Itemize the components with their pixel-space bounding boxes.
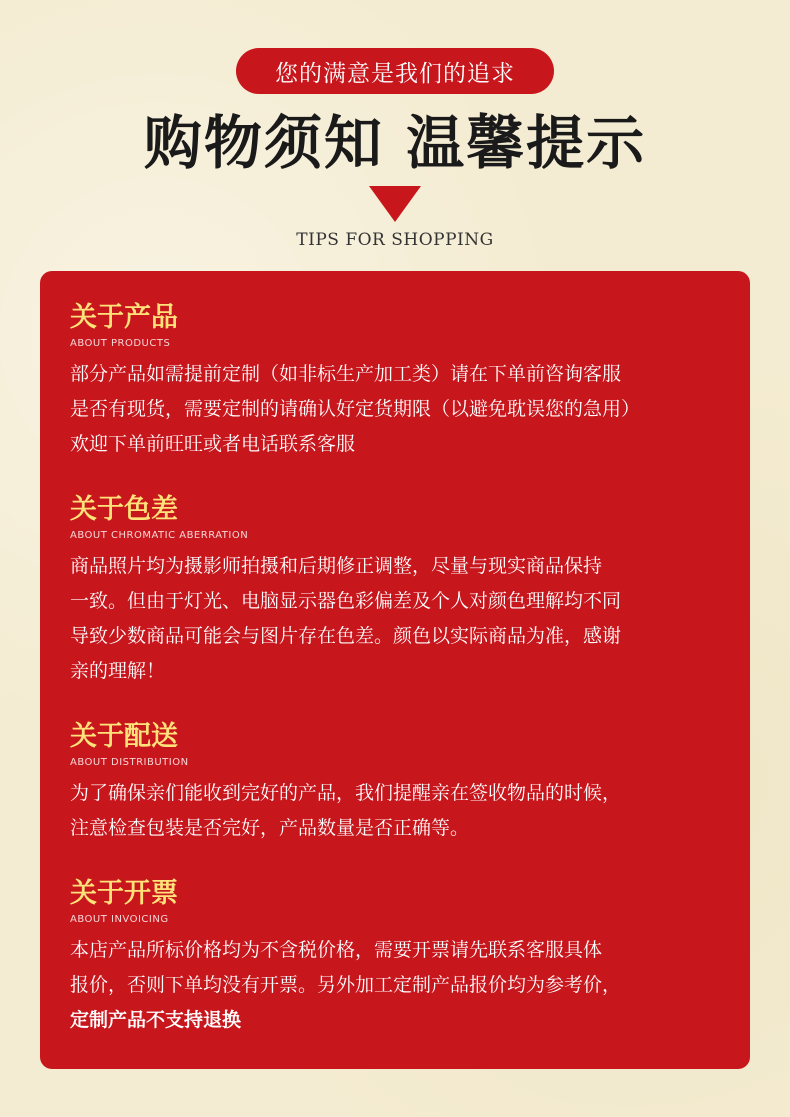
- tips-card: [40, 271, 750, 1069]
- body-line: 亲的理解！: [70, 660, 166, 682]
- no-return-notice: 定制产品不支持退换: [70, 1009, 242, 1031]
- body-line: 注意检查包装是否完好，产品数量是否正确等。: [70, 817, 470, 839]
- section-products: [70, 301, 730, 462]
- section-subtitle: ABOUT CHROMATIC ABERRATION: [70, 530, 249, 541]
- down-triangle-icon: [369, 186, 421, 222]
- section-title: 关于产品: [70, 302, 178, 333]
- section-subtitle: ABOUT DISTRIBUTION: [70, 757, 189, 768]
- section-body: [70, 357, 730, 462]
- section-body: [70, 933, 730, 1038]
- body-line: 报价，否则下单均没有开票。另外加工定制产品报价均为参考价，: [70, 974, 622, 996]
- section-subtitle: ABOUT INVOICING: [70, 914, 169, 925]
- section-distribution: [70, 720, 730, 846]
- slogan-badge: [236, 48, 554, 94]
- body-line: 部分产品如需提前定制（如非标生产加工类）请在下单前咨询客服: [70, 363, 622, 385]
- body-line: 欢迎下单前旺旺或者电话联系客服: [70, 433, 356, 455]
- page-title: 购物须知 温馨提示: [143, 109, 647, 177]
- section-body: [70, 776, 730, 846]
- page-subtitle: TIPS FOR SHOPPING: [296, 230, 494, 250]
- section-title: 关于开票: [70, 878, 178, 909]
- section-invoicing: [70, 877, 730, 1038]
- body-line: 是否有现货，需要定制的请确认好定货期限（以避免耽误您的急用）: [70, 398, 641, 420]
- body-line: 本店产品所标价格均为不含税价格，需要开票请先联系客服具体: [70, 939, 603, 961]
- section-color: [70, 493, 730, 689]
- body-line: 导致少数商品可能会与图片存在色差。颜色以实际商品为准，感谢: [70, 625, 622, 647]
- section-title: 关于配送: [70, 721, 178, 752]
- section-title: 关于色差: [70, 494, 178, 525]
- body-line: 为了确保亲们能收到完好的产品，我们提醒亲在签收物品的时候，: [70, 782, 622, 804]
- body-line: 一致。但由于灯光、电脑显示器色彩偏差及个人对颜色理解均不同: [70, 590, 622, 612]
- section-body: [70, 549, 730, 689]
- body-line: 商品照片均为摄影师拍摄和后期修正调整，尽量与现实商品保持: [70, 555, 603, 577]
- section-subtitle: ABOUT PRODUCTS: [70, 338, 171, 349]
- slogan-text: 您的满意是我们的追求: [275, 60, 515, 87]
